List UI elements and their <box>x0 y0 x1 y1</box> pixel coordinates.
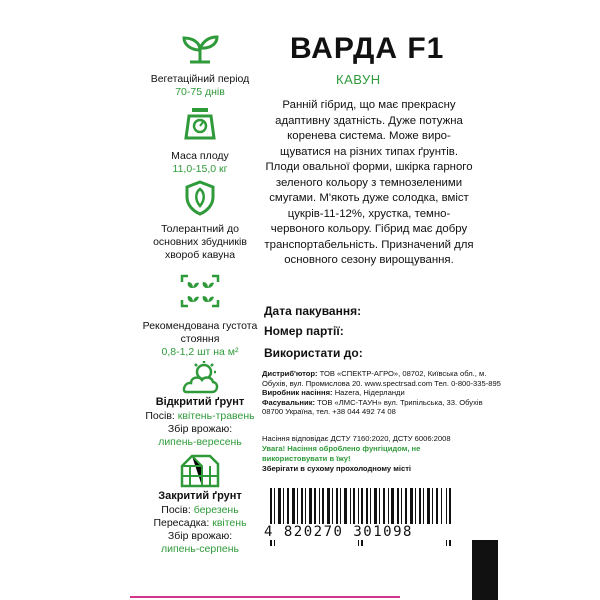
open-ground-sowing-value: квітень-травень <box>177 410 255 422</box>
product-description: Ранній гібрид, що має прекрасну адаптивну здатність. Дуже потужна коренева система. Може вирощуватися на різних типах ґрунтів. Плоди овальної форми, шкірка гарного зеленого кольору з темнозеленими смугами. М'якоть дуже солодка, вміст цукрів-11-12%, хрустка, темно-червоного кольору. Гібрид має добру транспортабельність. Призначений для основного сезону вирощування. <box>264 99 474 266</box>
scale-icon <box>182 106 218 145</box>
vegetation-text: Вегетаційний період 70-75 днів <box>150 73 250 98</box>
open-ground-harvest-value: липень-вересень <box>158 436 242 448</box>
standard-text: Насіння відповідає ДСТУ 7160:2020, ДСТУ 6006:2008 <box>262 434 451 443</box>
density-text: Рекомендована густота стояння 0,8-1,2 шт на м² <box>142 320 258 358</box>
greenhouse-icon <box>178 452 222 493</box>
pack-date-label: Дата пакування: <box>264 304 362 318</box>
open-ground-sowing: Посів: квітень-травень <box>145 410 255 422</box>
open-ground-heading: Відкритий ґрунт <box>155 396 245 408</box>
closed-ground-sowing-value: березень <box>193 504 239 516</box>
bottom-edge-line <box>130 596 400 598</box>
open-ground-harvest-label: Збір врожаю: <box>167 423 233 435</box>
distributor-info: Дистриб'ютор: ТОВ «СПЕКТР-АГРО», 08702, Київська обл., м. Обухів, вул. Промислова 20. www.spectrsad.com Тел. 0-800-335-895 Виробник насіння: Hazera, Нідерланди Фасувальник: ТОВ «ЛМС-ТАУН» вул. Трипільська, 33. Обухів 08700 Україна, тел. +38 044 492 74 08 <box>262 369 501 417</box>
weight-value: 11,0-15,0 кг <box>172 163 228 175</box>
storage-text: Зберігати в сухому прохолодному місті <box>262 464 412 473</box>
closed-ground-transplant: Пересадка: квітень <box>153 517 247 529</box>
sprout-icon <box>180 34 220 69</box>
product-subtitle: КАВУН <box>336 72 381 87</box>
use-by-label: Використати до: <box>264 346 363 360</box>
closed-ground-heading: Закритий ґрунт <box>158 490 242 502</box>
batch-label: Номер партії: <box>264 324 344 338</box>
closed-ground-transplant-value: квітень <box>212 517 247 529</box>
color-mark <box>472 540 498 600</box>
warning-text: Увага! Насіння оброблено фунгіцидом, не використовувати в їжу! <box>262 444 421 463</box>
plant-spacing-icon <box>180 274 220 313</box>
shield-icon <box>184 180 216 221</box>
barcode-number: 4 820270 301098 <box>262 524 466 540</box>
density-value: 0,8-1,2 шт на м² <box>161 346 239 358</box>
vegetation-value: 70-75 днів <box>175 86 225 98</box>
closed-ground-harvest-label: Збір врожаю: <box>167 530 233 542</box>
tolerance-text: Толерантний до основних збудників хвороб кавуна <box>153 223 247 261</box>
product-title: ВАРДА F1 <box>290 32 445 65</box>
closed-ground-harvest-value: липень-серпень <box>160 543 239 555</box>
closed-ground-sowing: Посів: березень <box>161 504 239 516</box>
weight-text: Маса плоду 11,0-15,0 кг <box>171 150 229 175</box>
sun-cloud-icon <box>178 360 222 399</box>
